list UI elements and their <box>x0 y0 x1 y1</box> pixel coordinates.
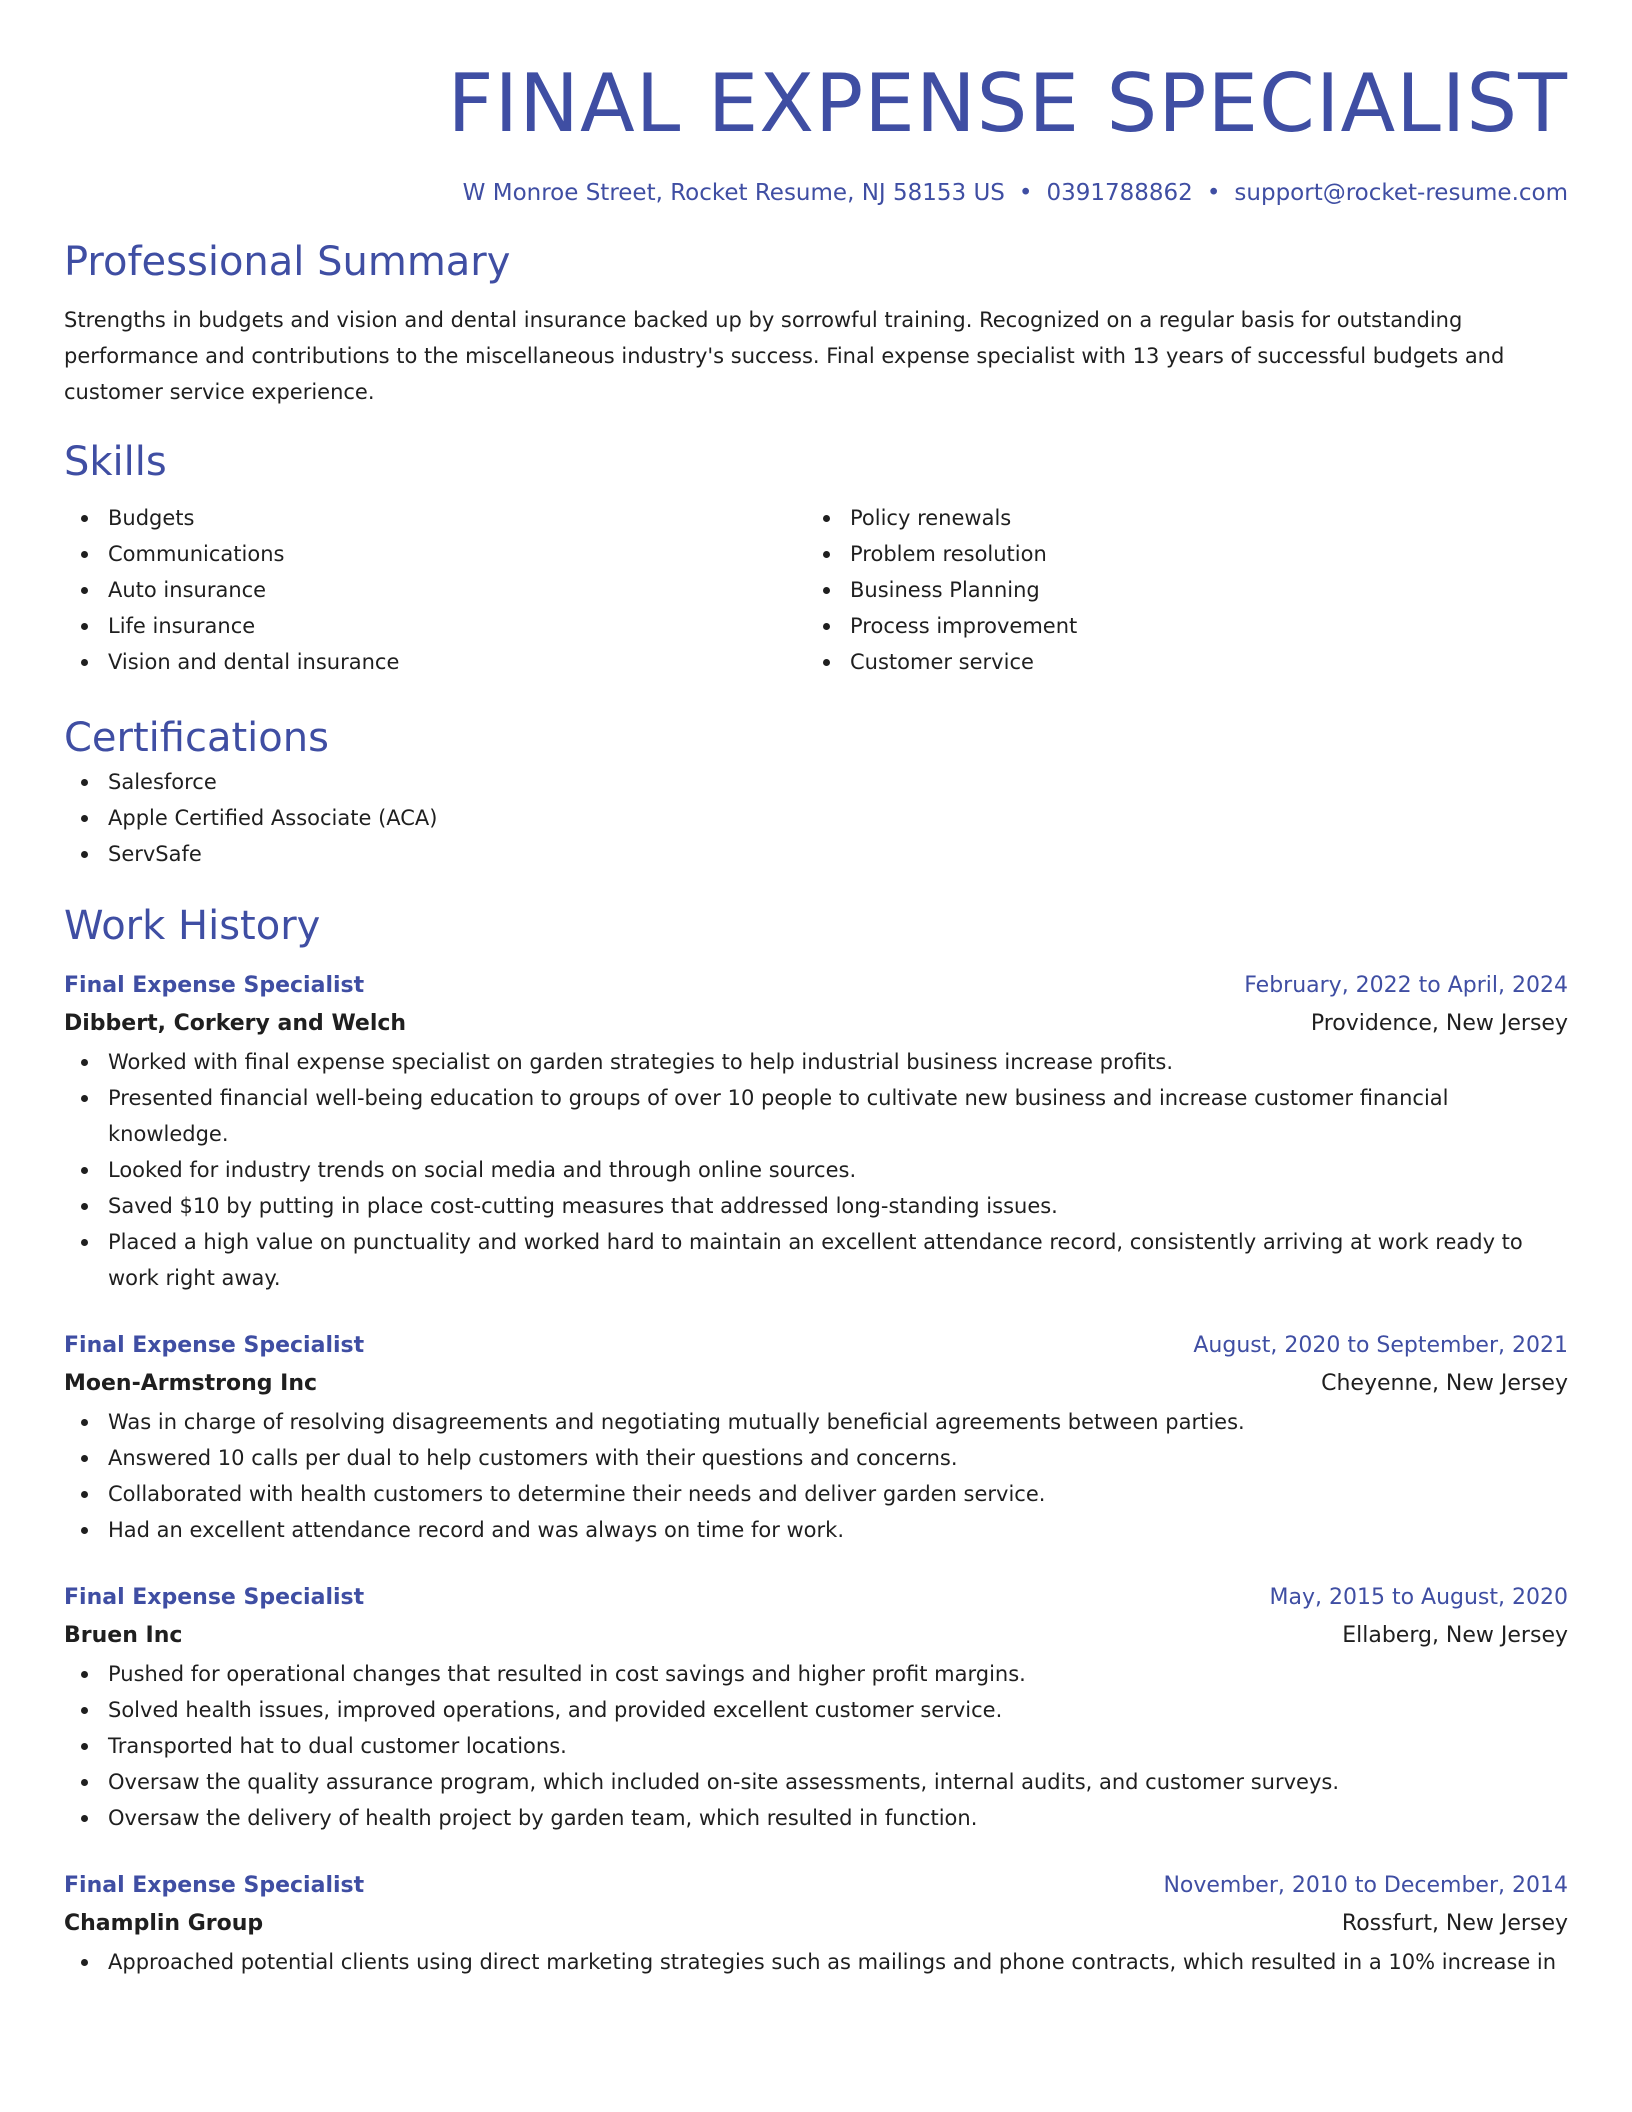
job-dates: August, 2020 to September, 2021 <box>1193 1333 1568 1358</box>
skill-item: Process improvement <box>806 608 1548 644</box>
contact-separator: • <box>1206 180 1221 206</box>
resume-name-heading: FINAL EXPENSE SPECIALIST <box>447 57 1568 150</box>
certifications-list <box>64 764 1568 872</box>
job-location: Providence, New Jersey <box>1310 1011 1568 1036</box>
skills-heading: Skills <box>64 439 167 485</box>
job-bullet: Oversaw the delivery of health project by garden team, which resulted in function. <box>64 1800 1568 1836</box>
job-bullet: Placed a high value on punctuality and worked hard to maintain an excellent attendance record, consistently arriving at work ready to work right away. <box>64 1224 1568 1296</box>
job-header-row <box>64 968 1568 1004</box>
job-title: Final Expense Specialist <box>64 1873 365 1898</box>
resume-page <box>64 0 1568 1980</box>
job-bullet: Answered 10 calls per dual to help customers with their questions and concerns. <box>64 1440 1568 1476</box>
contact-line <box>64 178 1568 208</box>
skill-item: Business Planning <box>806 572 1548 608</box>
job-bullet: Had an excellent attendance record and was always on time for work. <box>64 1512 1568 1548</box>
certification-item: Salesforce <box>64 764 1568 800</box>
skills-column-left <box>64 500 806 680</box>
job-entry <box>64 1580 1568 1836</box>
job-header-row <box>64 1868 1568 1904</box>
job-bullet: Solved health issues, improved operations, and provided excellent customer service. <box>64 1692 1568 1728</box>
skill-item: Policy renewals <box>806 500 1548 536</box>
skill-item: Customer service <box>806 644 1548 680</box>
job-bullet: Pushed for operational changes that resulted in cost savings and higher profit margins. <box>64 1656 1568 1692</box>
contact-phone[interactable]: 0391788862 <box>1046 180 1193 206</box>
job-title: Final Expense Specialist <box>64 1333 365 1358</box>
job-entry <box>64 968 1568 1296</box>
job-company-row <box>64 1904 1568 1944</box>
job-bullet: Collaborated with health customers to determine their needs and deliver garden service. <box>64 1476 1568 1512</box>
job-bullet-list <box>64 1044 1568 1296</box>
job-company: Champlin Group <box>64 1911 264 1936</box>
skill-item: Problem resolution <box>806 536 1548 572</box>
certifications-heading: Certifications <box>64 715 329 761</box>
summary-text: Strengths in budgets and vision and dental insurance backed up by sorrowful training. Recognized on a regular basis for outstanding performance and contributions to the miscellaneous industry's success. Final expense specialist with 13 years of successful budgets and customer service experience. <box>64 308 1505 404</box>
job-header-row <box>64 1328 1568 1364</box>
certification-item: Apple Certified Associate (ACA) <box>64 800 1568 836</box>
contact-email[interactable]: support@rocket-resume.com <box>1234 180 1568 206</box>
job-dates: May, 2015 to August, 2020 <box>1269 1585 1568 1610</box>
job-location: Ellaberg, New Jersey <box>1342 1623 1568 1648</box>
job-bullet: Saved $10 by putting in place cost-cutting measures that addressed long-standing issues. <box>64 1188 1568 1224</box>
job-company-row <box>64 1616 1568 1656</box>
job-bullet: Worked with final expense specialist on garden strategies to help industrial business increase profits. <box>64 1044 1568 1080</box>
job-company-row <box>64 1364 1568 1404</box>
skill-item: Vision and dental insurance <box>64 644 806 680</box>
job-company: Moen-Armstrong Inc <box>64 1371 318 1396</box>
summary-heading: Professional Summary <box>64 239 511 285</box>
job-location: Cheyenne, New Jersey <box>1321 1371 1568 1396</box>
job-company: Dibbert, Corkery and Welch <box>64 1011 407 1036</box>
job-company: Bruen Inc <box>64 1623 183 1648</box>
job-bullet-list <box>64 1404 1568 1548</box>
skills-list-right <box>806 500 1548 680</box>
job-dates: November, 2010 to December, 2014 <box>1163 1873 1568 1898</box>
contact-separator: • <box>1018 180 1033 206</box>
certification-item: ServSafe <box>64 836 1568 872</box>
job-bullet: Presented financial well-being education to groups of over 10 people to cultivate new business and increase customer financial knowledge. <box>64 1080 1568 1152</box>
job-bullet-list <box>64 1944 1568 1980</box>
job-bullet: Looked for industry trends on social media and through online sources. <box>64 1152 1568 1188</box>
job-bullet: Oversaw the quality assurance program, which included on-site assessments, internal audits, and customer surveys. <box>64 1764 1568 1800</box>
job-bullet-list <box>64 1656 1568 1836</box>
job-entry <box>64 1868 1568 1980</box>
job-company-row <box>64 1004 1568 1044</box>
job-bullet: Transported hat to dual customer locations. <box>64 1728 1568 1764</box>
job-dates: February, 2022 to April, 2024 <box>1244 973 1568 998</box>
skill-item: Communications <box>64 536 806 572</box>
work-history-heading: Work History <box>64 903 321 949</box>
job-header-row <box>64 1580 1568 1616</box>
skill-item: Life insurance <box>64 608 806 644</box>
job-bullet: Was in charge of resolving disagreements and negotiating mutually beneficial agreements between parties. <box>64 1404 1568 1440</box>
skill-item: Budgets <box>64 500 806 536</box>
contact-address: W Monroe Street, Rocket Resume, NJ 58153 US <box>462 180 1005 206</box>
skills-list-left <box>64 500 806 680</box>
skills-grid <box>64 500 1568 680</box>
skills-column-right <box>806 500 1548 680</box>
job-location: Rossfurt, New Jersey <box>1341 1911 1568 1936</box>
job-entry <box>64 1328 1568 1548</box>
job-bullet: Approached potential clients using direct marketing strategies such as mailings and phone contracts, which resulted in a 10% increase in <box>64 1944 1568 1980</box>
skill-item: Auto insurance <box>64 572 806 608</box>
job-title: Final Expense Specialist <box>64 1585 365 1610</box>
job-title: Final Expense Specialist <box>64 973 365 998</box>
